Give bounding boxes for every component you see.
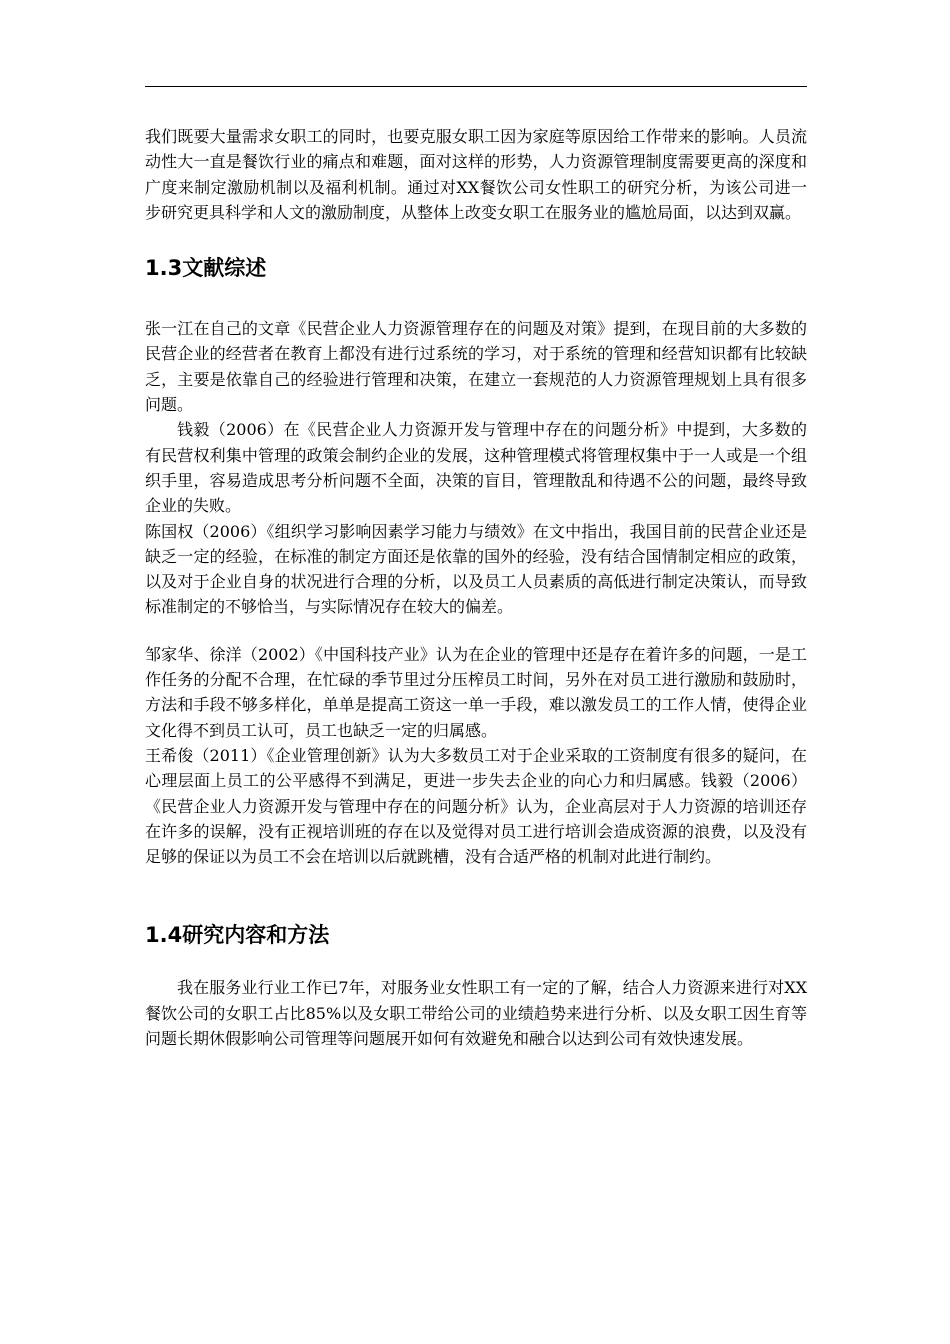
paragraph-gap [145,620,807,642]
literature-paragraph-zhang: 张一江在自己的文章《民营企业人力资源管理存在的问题及对策》提到，在现目前的大多数的民营企业的经营者在教育上都没有进行过系统的学习，对于系统的管理和经营知识都有比较缺乏，主要是依靠自己的经验进行管理和决策，在建立一套规范的人力资源管理规划上具有很多问题。 [145,319,807,415]
research-content-paragraph: 我在服务业行业工作已7年，对服务业女性职工有一定的了解，结合人力资源来进行对XX餐饮公司的女职工占比85%以及女职工带给公司的业绩趋势来进行分析、以及女职工因生育等问题长期休假影响公司管理等问题展开如何有效避免和融合以达到公司有效快速发展。 [145,978,807,1049]
section-heading-1-3: 1.3文献综述 [145,256,267,281]
literature-paragraph-chen: 陈国权（2006）《组织学习影响因素学习能力与绩效》在文中指出，我国目前的民营企业还是缺乏一定的经验，在标准的制定方面还是依靠的国外的经验，没有结合国情制定相应的政策，以及对于企业自身的状况进行合理的分析，以及员工人员素质的高低进行制定决策认，而导致标准制定的不够恰当，与实际情况存在较大的偏差。 [145,521,807,617]
intro-paragraph: 我们既要大量需求女职工的同时，也要克服女职工因为家庭等原因给工作带来的影响。人员流动性大一直是餐饮行业的痛点和难题，面对这样的形势，人力资源管理制度需要更高的深度和广度来制定激励机制以及福利机制。通过对XX餐饮公司女性职工的研究分析，为该公司进一步研究更具科学和人文的激励制度，从整体上改变女职工在服务业的尴尬局面，以达到双赢。 [145,127,807,222]
literature-paragraph-wang: 王希俊（2011）《企业管理创新》认为大多数员工对于企业采取的工资制度有很多的疑问，在心理层面上员工的公平感得不到满足，更进一步失去企业的向心力和归属感。钱毅（2006）《民营企业人力资源开发与管理中存在的问题分析》认为，企业高层对于人力资源的培训还存在许多的误解，没有正视培训班的存在以及觉得对员工进行培训会造成资源的浪费，以及没有足够的保证以为员工不会在培训以后就跳槽，没有合适严格的机制对此进行制约。 [145,745,807,867]
literature-paragraph-qian: 钱毅（2006）在《民营企业人力资源开发与管理中存在的问题分析》中提到，大多数的有民营权利集中管理的政策会制约企业的发展，这种管理模式将管理权集中于一人或是一个组织手里，容易造成思考分析问题不全面，决策的盲目，管理散乱和待遇不公的问题，最终导致企业的失败。 [145,420,807,516]
header-rule [145,86,807,87]
section-heading-1-4: 1.4研究内容和方法 [145,923,330,948]
document-body [145,124,807,1051]
literature-paragraph-zou: 邹家华、徐洋（2002）《中国科技产业》认为在企业的管理中还是存在着许多的问题，一是工作任务的分配不合理，在忙碌的季节里过分压榨员工时间，另外在对员工进行激励和鼓励时，方法和手段不够多样化，单单是提高工资这一单一手段，难以激发员工的工作人情，使得企业文化得不到员工认可，员工也缺乏一定的归属感。 [145,644,807,740]
